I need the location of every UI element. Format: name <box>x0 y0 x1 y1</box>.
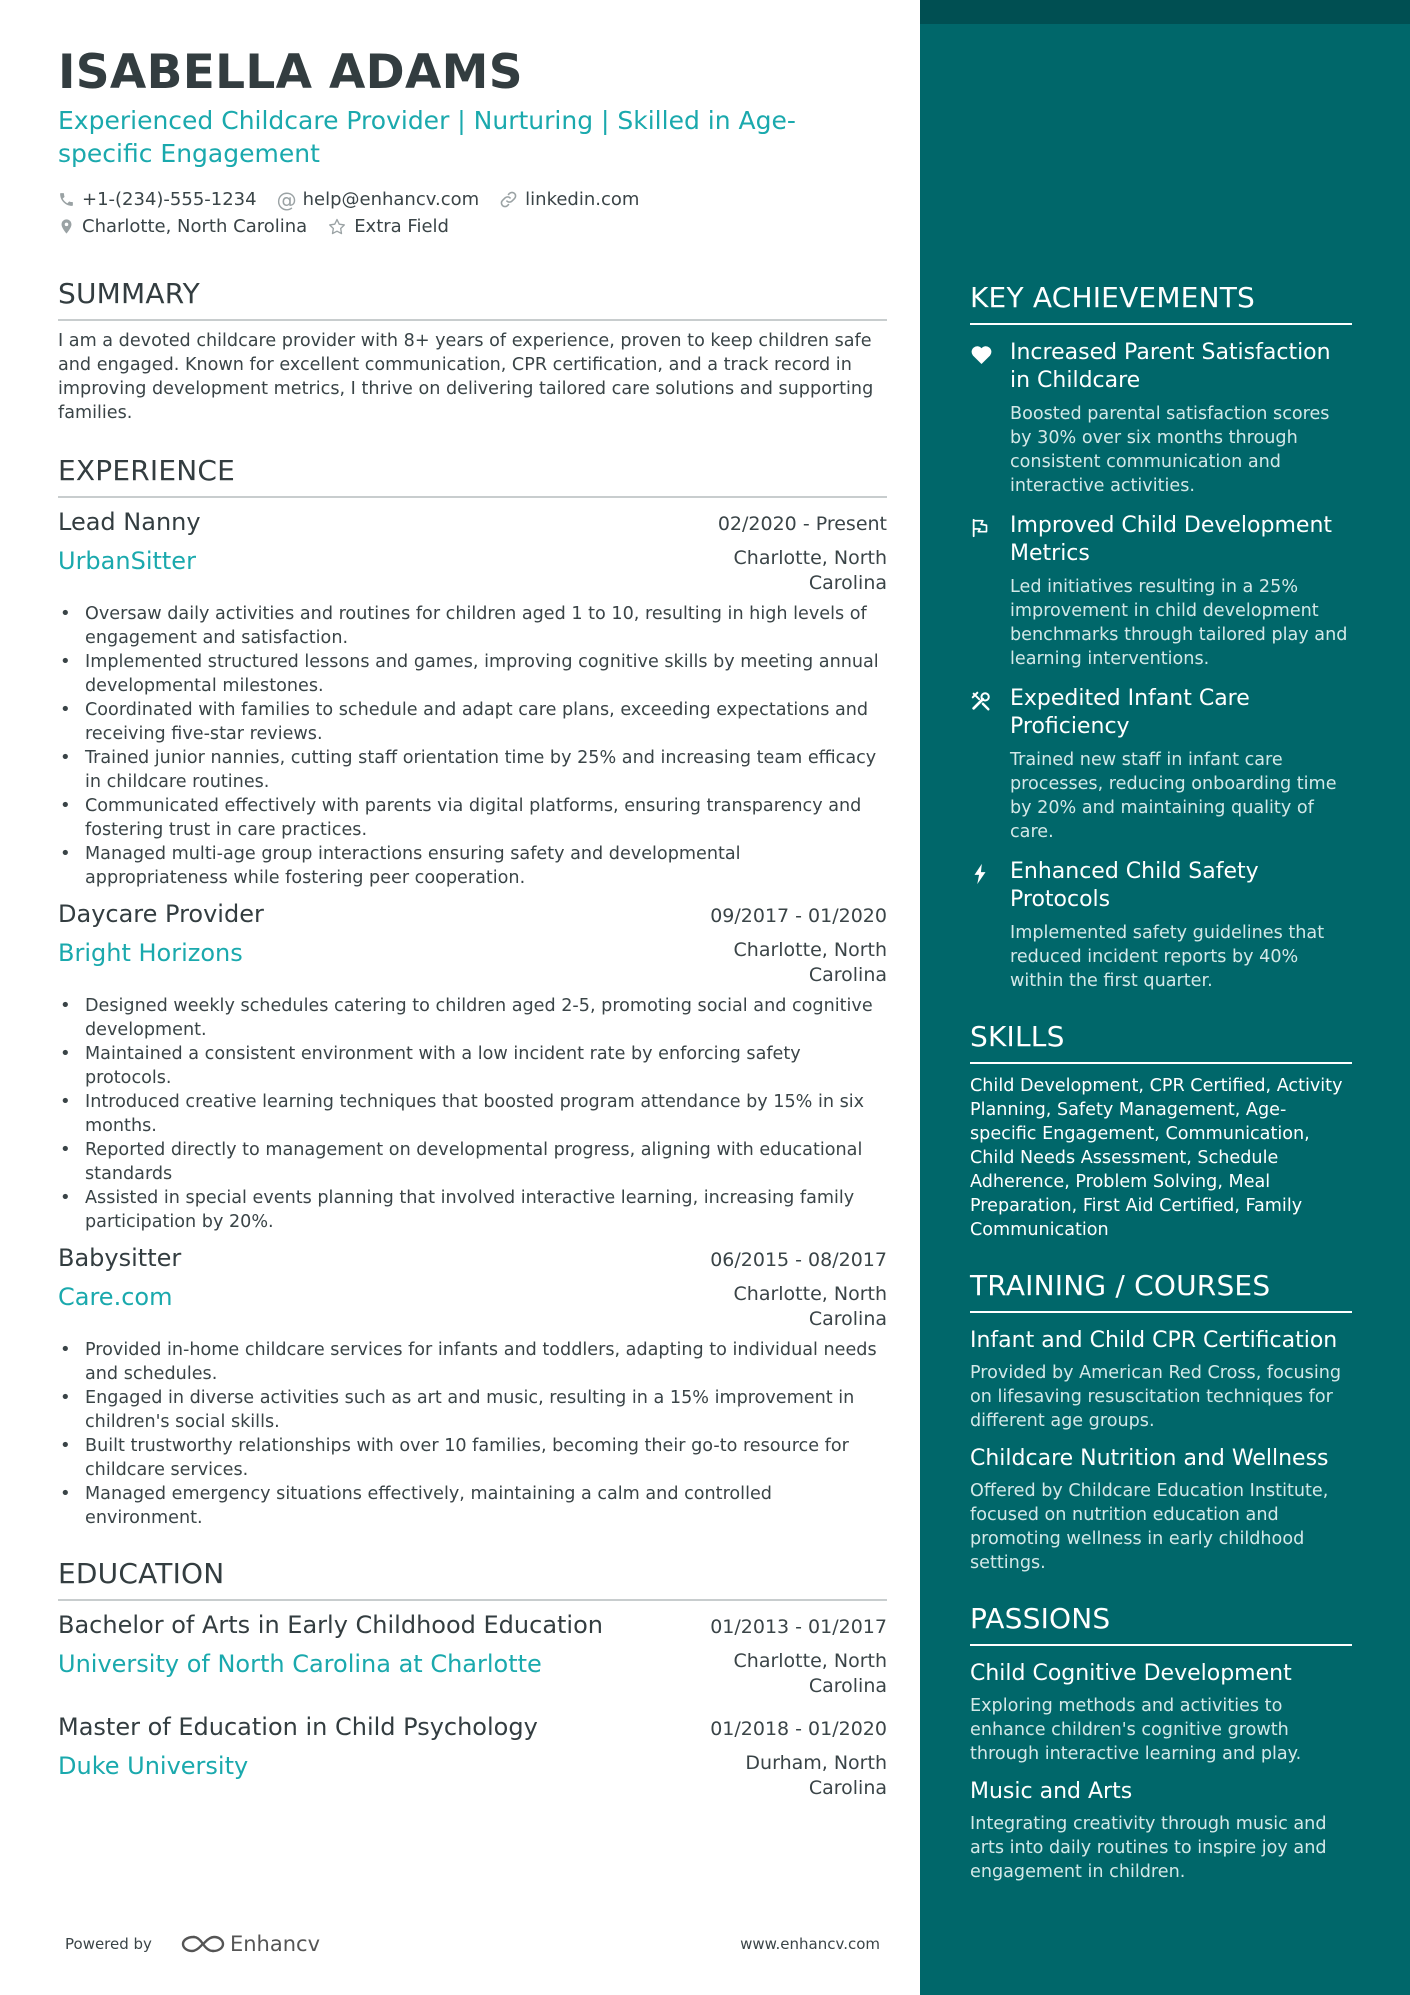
contact-email[interactable] <box>277 189 480 210</box>
skills-section <box>970 1019 1352 1242</box>
achievement-title: Increased Parent Satisfaction in Childcare <box>1010 340 1331 393</box>
candidate-headline: Experienced Childcare Provider | Nurturing | Skilled in Age-specific Engagement <box>58 106 796 168</box>
passion-title: Child Cognitive Development <box>970 1661 1292 1686</box>
star-icon <box>327 217 347 237</box>
achievement-item <box>970 858 1352 993</box>
achievement-desc: Boosted parental satisfaction scores by 30% over six months through consistent communication and interactive activities. <box>1010 404 1330 496</box>
school-location: Charlotte, North Carolina <box>733 1650 887 1697</box>
school-location: Durham, North Carolina <box>745 1752 887 1799</box>
passions-title: PASSIONS <box>970 1601 1352 1646</box>
achievements-section <box>970 280 1352 993</box>
school-name: Duke University <box>58 1752 249 1780</box>
job-date: 02/2020 - Present <box>717 513 887 535</box>
job-entry <box>58 898 887 1234</box>
achievements-title: KEY ACHIEVEMENTS <box>970 280 1352 325</box>
extra-field-text: Extra Field <box>354 216 449 237</box>
job-bullets <box>58 602 887 890</box>
bolt-icon <box>970 863 990 885</box>
main-column <box>58 44 887 1801</box>
list-item: • Managed multi-age group interactions ensuring safety and developmental appropriateness while fostering peer cooperation. <box>58 842 887 890</box>
job-company: UrbanSitter <box>58 547 196 575</box>
candidate-name: ISABELLA ADAMS <box>58 45 523 100</box>
location-text: Charlotte, North Carolina <box>82 216 308 237</box>
skills-title: SKILLS <box>970 1019 1352 1064</box>
passion-desc: Exploring methods and activities to enhance children's cognitive growth through interactive learning and play. <box>970 1696 1302 1764</box>
achievement-item <box>970 685 1352 844</box>
education-entry <box>58 1711 887 1801</box>
experience-title: EXPERIENCE <box>58 453 887 498</box>
enhancv-brand: Enhancv <box>229 1932 320 1956</box>
education-date: 01/2013 - 01/2017 <box>710 1616 887 1638</box>
sidebar-top-bar <box>920 0 1410 24</box>
job-location: Charlotte, North Carolina <box>733 939 887 986</box>
at-icon: @ <box>276 187 297 212</box>
achievement-desc: Trained new staff in infant care processes, reducing onboarding time by 20% and maintaining quality of care. <box>1010 750 1337 842</box>
course-desc: Offered by Childcare Education Institute, focused on nutrition education and promoting wellness in early childhood settings. <box>970 1481 1329 1573</box>
training-title: TRAINING / COURSES <box>970 1268 1352 1313</box>
summary-text: I am a devoted childcare provider with 8+ years of experience, proven to keep children safe and engaged. Known for excellent communication, CPR certification, and a track record in improving development metrics, I thrive on delivering tailored care solutions and supporting families. <box>58 331 874 423</box>
course-item <box>970 1327 1352 1433</box>
contact-location <box>58 216 307 237</box>
linkedin-text: linkedin.com <box>525 189 640 210</box>
list-item: • Coordinated with families to schedule and adapt care plans, exceeding expectations and receiving five-star reviews. <box>58 698 887 746</box>
education-date: 01/2018 - 01/2020 <box>710 1718 887 1740</box>
skills-text: Child Development, CPR Certified, Activity Planning, Safety Management, Age-specific Engagement, Communication, Child Needs Assessment, Schedule Adherence, Problem Solving, Meal Preparation, First Aid Certified, Family Communication <box>970 1076 1343 1240</box>
passion-item <box>970 1778 1352 1884</box>
achievement-item <box>970 339 1352 498</box>
flag-icon <box>970 517 992 539</box>
passion-item <box>970 1660 1352 1766</box>
list-item: • Trained junior nannies, cutting staff orientation time by 25% and increasing team efficacy in childcare routines. <box>58 746 887 794</box>
job-date: 06/2015 - 08/2017 <box>710 1249 887 1271</box>
list-item: • Provided in-home childcare services for infants and toddlers, adapting to individual needs and schedules. <box>58 1338 887 1386</box>
list-item: • Engaged in diverse activities such as art and music, resulting in a 15% improvement in children's social skills. <box>58 1386 887 1434</box>
powered-by-label: Powered by <box>65 1935 152 1953</box>
enhancv-logo[interactable] <box>180 1932 320 1956</box>
list-item: • Communicated effectively with parents via digital platforms, ensuring transparency and fostering trust in care practices. <box>58 794 887 842</box>
list-item: • Maintained a consistent environment with a low incident rate by enforcing safety protocols. <box>58 1042 887 1090</box>
summary-section <box>58 276 887 425</box>
sidebar-column <box>970 280 1352 1884</box>
experience-section <box>58 453 887 1530</box>
phone-text: +1-(234)-555-1234 <box>82 189 257 210</box>
list-item: • Oversaw daily activities and routines for children aged 1 to 10, resulting in high levels of engagement and satisfaction. <box>58 602 887 650</box>
education-section <box>58 1556 887 1801</box>
course-title: Infant and Child CPR Certification <box>970 1328 1338 1353</box>
achievement-title: Enhanced Child Safety Protocols <box>1010 859 1259 912</box>
enhancv-logo-icon <box>180 1933 226 1955</box>
passion-desc: Integrating creativity through music and arts into daily routines to inspire joy and engagement in children. <box>970 1814 1327 1882</box>
achievement-title: Improved Child Development Metrics <box>1010 513 1333 566</box>
job-title: Babysitter <box>58 1244 182 1272</box>
achievement-item <box>970 512 1352 671</box>
contact-extra <box>327 216 449 237</box>
list-item: • Implemented structured lessons and games, improving cognitive skills by meeting annual developmental milestones. <box>58 650 887 698</box>
job-location: Charlotte, North Carolina <box>733 1283 887 1330</box>
contact-phone[interactable] <box>58 189 257 210</box>
list-item: • Managed emergency situations effectively, maintaining a calm and controlled environment. <box>58 1482 887 1530</box>
degree-title: Bachelor of Arts in Early Childhood Education <box>58 1611 603 1639</box>
location-pin-icon <box>58 217 75 236</box>
course-desc: Provided by American Red Cross, focusing on lifesaving resuscitation techniques for different age groups. <box>970 1363 1342 1431</box>
job-bullets <box>58 994 887 1234</box>
degree-title: Master of Education in Child Psychology <box>58 1713 538 1741</box>
school-name: University of North Carolina at Charlotte <box>58 1650 542 1678</box>
achievement-desc: Implemented safety guidelines that reduced incident reports by 40% within the first quarter. <box>1010 923 1325 991</box>
passion-title: Music and Arts <box>970 1779 1133 1804</box>
training-section <box>970 1268 1352 1575</box>
contact-info <box>58 186 887 240</box>
job-company: Bright Horizons <box>58 939 243 967</box>
course-title: Childcare Nutrition and Wellness <box>970 1446 1329 1471</box>
job-company: Care.com <box>58 1283 173 1311</box>
tools-icon <box>970 690 992 712</box>
list-item: • Reported directly to management on developmental progress, aligning with educational standards <box>58 1138 887 1186</box>
passions-section <box>970 1601 1352 1884</box>
job-bullets <box>58 1338 887 1530</box>
contact-linkedin[interactable] <box>499 189 639 210</box>
job-location: Charlotte, North Carolina <box>733 547 887 594</box>
achievement-title: Expedited Infant Care Proficiency <box>1010 686 1250 739</box>
footer <box>65 1932 880 1956</box>
phone-icon <box>58 191 75 208</box>
job-date: 09/2017 - 01/2020 <box>710 905 887 927</box>
achievement-desc: Led initiatives resulting in a 25% improvement in child development benchmarks through tailored play and learning interventions. <box>1010 577 1348 669</box>
education-entry <box>58 1609 887 1699</box>
job-title: Daycare Provider <box>58 900 264 928</box>
email-text: help@enhancv.com <box>302 189 480 210</box>
list-item: • Introduced creative learning techniques that boosted program attendance by 15% in six months. <box>58 1090 887 1138</box>
summary-title: SUMMARY <box>58 276 887 321</box>
course-item <box>970 1445 1352 1575</box>
list-item: • Designed weekly schedules catering to children aged 2-5, promoting social and cognitive development. <box>58 994 887 1042</box>
job-entry <box>58 1242 887 1530</box>
job-title: Lead Nanny <box>58 508 201 536</box>
education-title: EDUCATION <box>58 1556 887 1601</box>
heart-icon <box>970 344 993 365</box>
list-item: • Built trustworthy relationships with over 10 families, becoming their go-to resource for childcare services. <box>58 1434 887 1482</box>
job-entry <box>58 506 887 890</box>
footer-url[interactable]: www.enhancv.com <box>740 1935 880 1953</box>
link-icon <box>499 190 518 209</box>
list-item: • Assisted in special events planning that involved interactive learning, increasing family participation by 20%. <box>58 1186 887 1234</box>
